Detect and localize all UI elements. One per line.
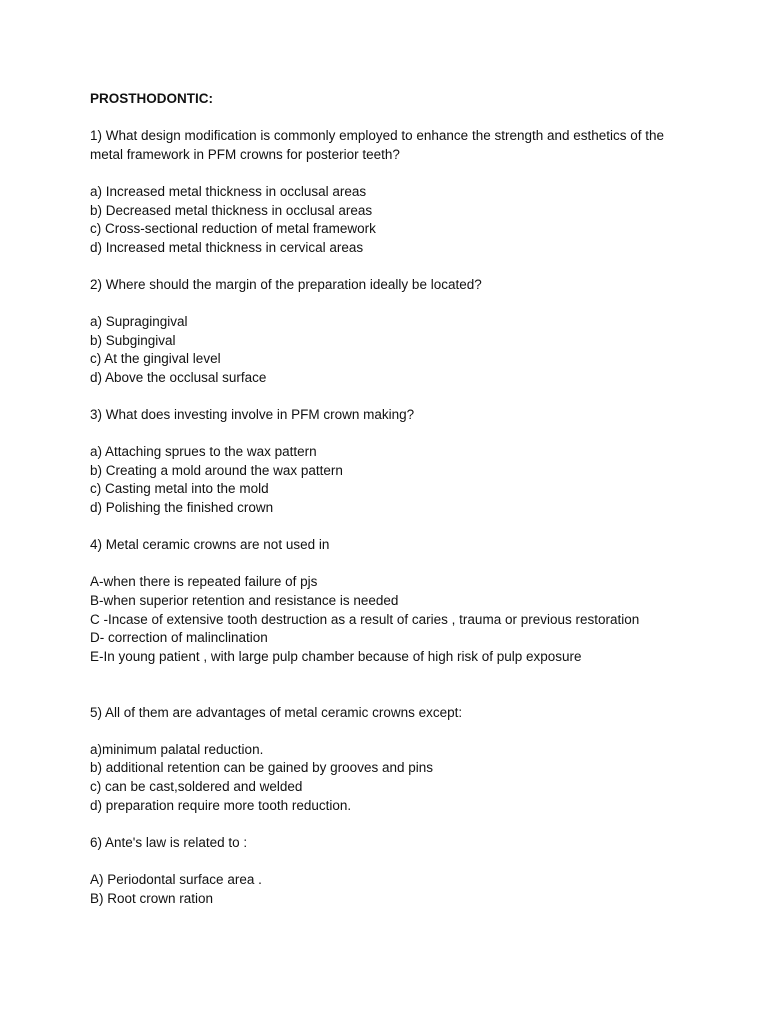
option: C -Incase of extensive tooth destruction as a result of caries , trauma or previous restoration — [90, 611, 640, 627]
option: b) Subgingival — [90, 332, 176, 348]
option: d) Increased metal thickness in cervical areas — [90, 239, 364, 255]
option: d) Above the occlusal surface — [90, 369, 267, 385]
option: d) preparation require more tooth reduction. — [90, 797, 352, 813]
question-3 — [90, 406, 690, 425]
question-text: 3) What does investing involve in PFM crown making? — [90, 407, 415, 423]
option: b) Creating a mold around the wax pattern — [90, 462, 343, 478]
option: c) Casting metal into the mold — [90, 481, 269, 497]
question-2 — [90, 276, 690, 295]
option: a) Supragingival — [90, 314, 188, 330]
option: c) can be cast,soldered and welded — [90, 778, 303, 794]
question-2-options — [90, 313, 690, 387]
option: c) Cross-sectional reduction of metal framework — [90, 221, 376, 237]
option: a) Attaching sprues to the wax pattern — [90, 444, 317, 460]
option: A-when there is repeated failure of pjs — [90, 574, 318, 590]
question-text: 4) Metal ceramic crowns are not used in — [90, 537, 330, 553]
question-1 — [90, 127, 690, 164]
option: E-In young patient , with large pulp chamber because of high risk of pulp exposure — [90, 648, 582, 664]
question-5 — [90, 704, 690, 723]
option: B) Root crown ration — [90, 890, 214, 906]
question-4 — [90, 536, 690, 555]
option: D- correction of malinclination — [90, 630, 268, 646]
question-4-options — [90, 573, 690, 666]
document-content — [90, 90, 690, 927]
option: A) Periodontal surface area . — [90, 871, 262, 887]
option: a)minimum palatal reduction. — [90, 741, 264, 757]
question-text: 2) Where should the margin of the preparation ideally be located? — [90, 276, 482, 292]
question-text: 5) All of them are advantages of metal ceramic crowns except: — [90, 704, 463, 720]
question-text: 6) Ante's law is related to : — [90, 834, 248, 850]
option: b) Decreased metal thickness in occlusal areas — [90, 202, 373, 218]
document-heading: PROSTHODONTIC: — [90, 91, 213, 106]
question-5-options — [90, 741, 690, 815]
question-6-options — [90, 871, 690, 908]
question-text: 1) What design modification is commonly employed to enhance the strength and esthetics of the metal framework in PFM crowns for posterior teeth? — [90, 128, 665, 162]
option: B-when superior retention and resistance is needed — [90, 593, 399, 609]
option: c) At the gingival level — [90, 351, 221, 367]
question-1-options — [90, 183, 690, 257]
question-6 — [90, 834, 690, 853]
question-3-options — [90, 443, 690, 517]
option: b) additional retention can be gained by grooves and pins — [90, 760, 433, 776]
option: a) Increased metal thickness in occlusal areas — [90, 183, 367, 199]
option: d) Polishing the finished crown — [90, 500, 274, 516]
